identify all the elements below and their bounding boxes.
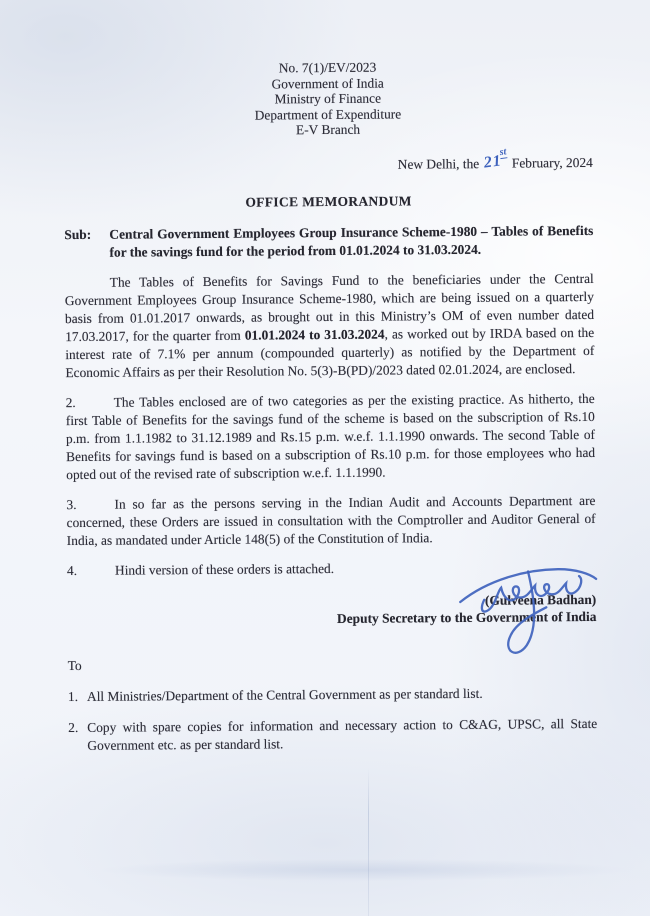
distribution-item-text: Copy with spare copies for information and necessary action to C&AG, UPSC, all State Government etc. as per standard list. [87,715,598,753]
reference-number: No. 7(1)/EV/2023 [278,59,377,76]
paragraph-1-tail: , as worked out by IRDA based on the interest rate of 7.1% per annum (compounded quarterly) as notified by the Department of Economic Affairs as per their Resolution No. 5(3)-B(PD)/2023 dated 02.01.2024, are enclosed. [65,324,595,380]
org-line-government: Government of India [271,75,384,91]
signatory-name: (Gulveena Badhan) [484,591,597,608]
paragraph-4-number: 4. [66,562,78,578]
subject-block [64,222,593,262]
org-line-branch: E-V Branch [295,121,361,138]
place-date-line [64,145,593,175]
distribution-item [68,684,597,706]
subject-text: Central Government Employees Group Insurance Scheme-1980 – Tables of Benefits for the savings fund for the period from 01.01.2024 to 31.03.2024. [109,222,594,260]
paragraph-2-number: 2. [65,394,76,410]
distribution-item-number: 2. [68,719,79,735]
subject-label: Sub: [64,226,92,242]
office-memorandum-heading: OFFICE MEMORANDUM [245,193,412,210]
paragraph-2-text: The Tables enclosed are of two categories as per the existing practice. As hitherto, the first Table of Benefits for the savings fund of the scheme is based on the subscription of Rs.10 p.m. from 1.1.1982 to 31.12.1989 and Rs.15 p.m. w.e.f. 1.1.1990 onwards. The second Table of Benefits for savings fund is based on a subscription of Rs.10 p.m. for those employees who had opted out of the revised rate of subscription w.e.f. 1.1.1990. [65,390,596,482]
scan-shadow [0,852,650,892]
org-line-ministry: Ministry of Finance [274,90,382,107]
paragraph-3-number: 3. [66,496,77,512]
paragraph-1 [65,270,595,382]
paragraph-4 [67,558,596,580]
signatory-designation: Deputy Secretary to the Government of India [336,609,597,627]
paper-crease [368,768,369,916]
to-label: To [67,657,82,673]
paragraph-2 [66,390,596,484]
memo-content [63,58,597,755]
paragraph-3 [66,492,595,550]
org-line-department: Department of Expenditure [254,105,402,123]
distribution-item [68,715,597,755]
distribution-item-text: All Ministries/Department of the Central Government as per standard list. [86,685,483,704]
distribution-item-number: 1. [67,688,79,704]
paragraph-1-lead: The Tables of Benefits for Savings Fund to the beneficiaries under the Central Government Employees Group Insurance Scheme-1980, which are being issued on a quarterly basis from 01.01.2017 onwards, as brought out in this Ministry’s OM of even number dated 17.03.2017, for the quarter from [64,270,595,344]
date-prefix: New Delhi, the [397,155,480,172]
handwritten-date-day: 21st [483,145,508,172]
paragraph-3-text: In so far as the persons serving in the Indian Audit and Accounts Department are concerned, these Orders are issued in consultation with the Comptroller and Auditor General of India, as mandated under Article 148(5) of the Constitution of India. [66,492,596,548]
handwritten-date-ordinal: st [499,145,508,158]
signature-block [67,591,596,630]
paragraph-1-bold-dates: 01.01.2024 to 31.03.2024 [244,326,385,343]
paragraph-4-text: Hindi version of these orders is attached. [114,560,335,578]
date-rest: February, 2024 [511,154,593,171]
